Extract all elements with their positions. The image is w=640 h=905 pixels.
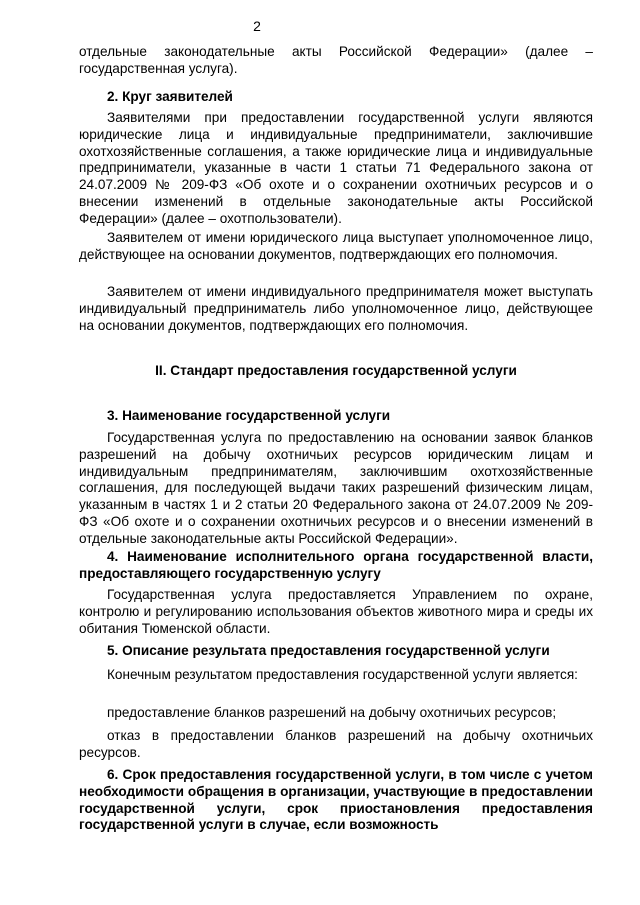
- applicants-paragraph-3: Заявителем от имени индивидуального предпринимателя может выступать индивидуальный предприниматель либо уполномоченное лицо, действующее на основании документов, подтверждающих его полномочия.: [79, 284, 593, 333]
- heading-service-term: 6. Срок предоставления государственной услуги, в том числе с учетом необходимости обращения в организации, участвующие в предоставлении государственной услуги, срок приостановления предоставления государственной услуги в случае, если возможность: [79, 767, 593, 833]
- heading-result-description: 5. Описание результата предоставления государственной услуги: [107, 643, 550, 658]
- section-title-standard: II. Стандарт предоставления государственной услуги: [155, 363, 517, 378]
- page-number: 2: [253, 18, 261, 34]
- result-paragraph-1: Конечным результатом предоставления государственной услуги является:: [107, 667, 578, 682]
- heading-executive-body: 4. Наименование исполнительного органа государственной власти, предоставляющего государственную услугу: [79, 549, 593, 581]
- executive-body-paragraph: Государственная услуга предоставляется Управлением по охране, контролю и регулированию использования объектов животного мира и среды их обитания Тюменской области.: [79, 587, 593, 636]
- result-paragraph-2: предоставление бланков разрешений на добычу охотничьих ресурсов;: [107, 705, 557, 720]
- result-paragraph-3: отказ в предоставлении бланков разрешений на добычу охотничьих ресурсов.: [79, 728, 593, 760]
- applicants-paragraph-1: Заявителями при предоставлении государственной услуги являются юридические лица и индивидуальные предприниматели, заключившие охотхозяйственные соглашения, а также юридические лица и индивидуальные предприниматели, указанные в части 1 статьи 71 Федерального закона от 24.07.2009 № 209-ФЗ «Об охоте и о сохранении охотничьих ресурсов и о внесении изменений в отдельные законодательные акты Российской Федерации» (далее – охотпользователи).: [79, 110, 593, 226]
- service-name-paragraph: Государственная услуга по предоставлению на основании заявок бланков разрешений на добычу охотничьих ресурсов юридическим лицам и индивидуальным предпринимателям, заключившим охотхозяйственные соглашения, для последующей выдачи таких разрешений физическим лицам, указанным в частях 1 и 2 статьи 20 Федерального закона от 24.07.2009 № 209-ФЗ «Об охоте и о сохранении охотничьих ресурсов и о внесении изменений в отдельные законодательные акты Российской Федерации».: [79, 430, 593, 546]
- applicants-paragraph-2: Заявителем от имени юридического лица выступает уполномоченное лицо, действующее на основании документов, подтверждающих его полномочия.: [79, 230, 593, 262]
- intro-paragraph: отдельные законодательные акты Российской Федерации» (далее – государственная услуга).: [79, 44, 593, 76]
- heading-applicants: 2. Круг заявителей: [107, 89, 233, 104]
- heading-service-name: 3. Наименование государственной услуги: [107, 408, 391, 423]
